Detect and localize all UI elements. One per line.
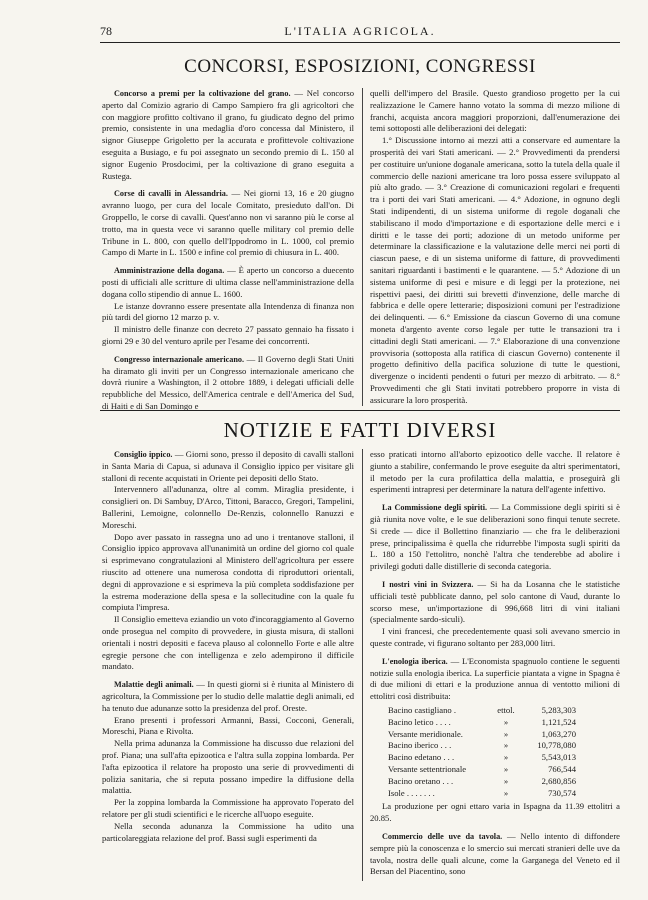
basin-name: Bacino castigliano .: [388, 704, 457, 715]
volume: 1,063,270: [541, 728, 576, 739]
column-divider: [362, 88, 363, 406]
paragraph: Le istanze dovranno essere presentate alla Intendenza di finanza non più tardi del giorno 12 marzo p. v.: [102, 300, 354, 323]
volume: 1,121,524: [541, 716, 576, 727]
paragraph: La produzione per ogni ettaro varia in Ispagna da 11.39 ettolitri a 20.85.: [370, 801, 620, 824]
column-2: [370, 88, 620, 407]
volume: 2,680,856: [541, 775, 576, 786]
item-lead: Consiglio ippico.: [114, 450, 173, 459]
unit: »: [503, 716, 509, 727]
volume: 730,574: [548, 787, 576, 798]
basin-name: Isole . . . . . . .: [388, 787, 435, 798]
basin-name: Versante meridionale.: [388, 728, 463, 739]
paragraph: Intervennero all'adunanza, oltre al comm. Miraglia presidente, i consiglieri on. Di Sambuy, D'Arco, Tittoni, Baracco, Gregori, Tampelini, Ballerini, Lemoigne, colonnello De-Renzis, colonnello Ranuzzi e Moreschi.: [102, 484, 354, 530]
item-lead: Concorso a premi per la coltivazione del grano.: [114, 89, 291, 98]
section-rule: [100, 410, 620, 411]
paragraph: Dopo aver passato in rassegna uno ad uno i trentanove stalloni, il Consiglio ippico approvava all'unanimità un ordine del giorno col quale si esprimevano congratulazioni al Ministero dell'agricoltura per essere riuscito ad ottenere una numerosa condotta di riproduttori orientali, degni di approvazione e si esprimeva la più completa soddisfazione per la estrema moderazione della spesa e la sollecitudine con la quale fu compiuta l'impresa.: [102, 531, 354, 613]
table-row: [388, 717, 576, 729]
wine-production-table: [388, 705, 576, 799]
column-3: [102, 449, 354, 844]
unit: »: [503, 763, 509, 774]
section-title-concorsi: CONCORSI, ESPOSIZIONI, CONGRESSI: [184, 56, 536, 77]
paragraph: 1.° Discussione intorno ai mezzi atti a conservare ed aumentare la prosperità dei vari Stati americani. — 2.° Provvedimenti da prendersi per costituire un'unione doganale americana, sotto la tutela della quale il commercio delle nazioni americane tra loro possa essere sviluppato al più alto grado. — 3.° Creazione di comunicazioni regolari e frequenti tra i porti dei vari Stati americani. — 4.° Adozione, in ognuno degli Stati indipendenti, di un sistema uniforme di regole doganali che stabiliscano il modo d'importazione e di esportazione delle merci e i diritti e le tasse dei porti; adozione di un metodo uniforme per determinare la classificazione e la valutazione delle merci nei porti di ciascun paese, e di un sistema uniforme di fatture, di provvedimenti sanitari riguardanti i bastimenti e le quarantene. — 5.° Adozione di un sistema uniforme di pesi e misure e di leggi per la protezione, nei rispettivi paesi, dei diritti sui brevetti d'invenzione, delle marche di fabbrica e delle opere letterarie; disposizioni comuni per l'estradizione dei delinquenti. — 6.° Emissione da ciascun Governo di una comune moneta d'argento avente corso legale per tutte le transazioni tra i cittadini degli Stati americani. — 7.° Elaborazione di una convenzione provvisoria (sottoposta alla ratifica di ciascun Governo) contenente il progetto definitivo della pacifica soluzione di tutte le questioni, divergenze o incidenti pendenti o futuri per mezzo di arbitrato. — 8.° Provvedimenti che gli Stati invitati potrebbero proporre in vista di assicurare la loro prosperità.: [370, 135, 620, 405]
table-row: [388, 740, 576, 752]
item-lead: Amministrazione della dogana.: [114, 266, 225, 276]
basin-name: Bacino oretano . . .: [388, 775, 454, 786]
unit: »: [503, 752, 509, 763]
column-1: [102, 88, 354, 413]
item-lead: La Commissione degli spiriti.: [382, 503, 488, 513]
volume: 10,778,080: [537, 740, 576, 751]
basin-name: Bacino iberico . . .: [388, 740, 452, 751]
item-text: — Giorni sono, presso il deposito di cavalli stalloni in Santa Maria di Capua, si adunava il Consiglio ippico per visitare gli stalloni di recente acquistati in Oriente pei depositi dello Stato.: [102, 449, 354, 483]
running-header: [100, 24, 620, 40]
item-text: — Nei giorni 13, 16 e 20 giugno avranno luogo, per cura del locale Comitato, presieduto dall'on. Di Groppello, le corse di cavalli. Quest'anno non vi saranno più le corse al trotto, ma in questa vece vi saranno quelle military col premio delle Tribune in L. 800, con quello dell'Ippodromo in L. 1000, col premio Campo di Marte in L. 1500 e infine col premio di chiusura in L. 400.: [102, 188, 354, 258]
volume: 766,544: [548, 763, 576, 774]
item-text: — In questi giorni si è riunita al Ministero di agricoltura, la Commissione per lo studio delle malattie degli animali, ed ha tenuto due adunanze sotto la presidenza del prof. Oreste.: [102, 679, 354, 713]
item-text: — La Commissione degli spiriti si è già riunita nove volte, e le sue deliberazioni sono finqui tenute secrete. Si crede — dice il Bollettino finanziario — che fra le deliberazioni prese, principalissima è quella che ridurrebbe l'imposta sugli spiriti da L. 180 a 150 l'ettolitro, nonchè l'altra che tenderebbe ad abolire i privilegi goduti dalle distillerie di seconda categoria.: [370, 502, 620, 572]
unit: »: [503, 728, 509, 739]
page-number: 78: [100, 24, 112, 38]
table-row: [388, 705, 576, 717]
volume: 5,543,013: [541, 752, 576, 763]
item-lead: Corse di cavalli in Alessandria.: [114, 189, 228, 199]
table-row: [388, 764, 576, 776]
paragraph: Nella prima adunanza la Commissione ha discusso due relazioni del prof. Piana; una sull'afta epizootica e l'altra sulla zoppina lombarda. Per l'afta epizootica il relatore ha proposto una serie di provvedimenti di polizia sanitaria, che si reputa possano impedire la diffusione della malattia.: [102, 738, 354, 796]
unit: »: [503, 740, 509, 751]
paragraph: Per la zoppina lombarda la Commissione ha approvato l'operato del relatore per gli studi scientifici e le ricerche all'uopo eseguite.: [102, 797, 354, 819]
unit: ettol.: [497, 704, 515, 715]
item-text: — È aperto un concorso a duecento posti di ufficiali alle scritture di ultima classe nell'amministrazione della dogana collo stipendio di annue L. 1600.: [102, 265, 354, 299]
item-lead: I nostri vini in Svizzera.: [382, 579, 474, 589]
item-text: — Il Governo degli Stati Uniti ha diramato gli inviti per un Congresso internazionale americano che dovrà riunire a Washington, il 2 ottobre 1889, i delegati ufficiali delle repubbliche del Messico, dell'America centrale e dell'America del Sud, di Haiti e di San Domingo e: [102, 353, 354, 411]
paragraph: Erano presenti i professori Armanni, Bassi, Cocconi, Generali, Moreschi, Piana e Rivolta.: [102, 714, 354, 737]
basin-name: Bacino letico . . . .: [388, 716, 451, 727]
item-lead: L'enologia iberica.: [382, 656, 448, 666]
item-text: — Nel concorso aperto dal Comizio agrario di Campo Sampiero fra gli agricoltori che con maggiore profitto coltivano il grano, fu giudicato degno del primo premio, consistente in una medaglia d'oro concessa dal Ministero, il signor Giuseppe Grigoletto per la accurata e profittevole coltivazione eseguita a Busiago, e fu poi assegnato un secondo premio di L. 150 al signor Eugenio Prosdocimi, per la coltivazione di grano eseguita a Rustega.: [102, 88, 354, 181]
unit: »: [503, 787, 509, 798]
item-text: — Nello intento di diffondere sempre più la conoscenza e lo smercio sui mercati stranieri delle uve da tavola, nostra delle quali alcune, come la Garganega del Veneto ed il Bersan del Piacentino, sono: [370, 830, 620, 877]
paragraph: I vini francesi, che precedentemente quasi soli avevano smercio in queste contrade, vi figurano soltanto per 283,000 litri.: [370, 626, 620, 648]
paragraph: quelli dell'impero del Brasile. Questo grandioso progetto per la cui realizzazione le Camere hanno votato la somma di mezzo milione di franchi, acquista ancora maggiori proporzioni, dall'enumerazione dei temi sottoposti alle deliberazioni dei delegati:: [370, 88, 620, 134]
basin-name: Bacino edetano . . .: [388, 752, 455, 763]
item-text: — Si ha da Losanna che le statistiche ufficiali testè pubblicate danno, pel solo cantone di Vaud, durante lo scorso mese, un'importazione di 996,668 litri di vini italiani (specialmente sardo-siculi).: [370, 578, 621, 625]
table-row: [388, 776, 576, 788]
volume: 5,283,303: [541, 704, 576, 715]
section-title-notizie: NOTIZIE E FATTI DIVERSI: [223, 418, 497, 442]
item-lead: Commercio delle uve da tavola.: [382, 831, 503, 841]
paragraph: Il ministro delle finanze con decreto 27 passato gennaio ha fissato i giorni 29 e 30 del venturo aprile per l'esame dei concorrenti.: [102, 324, 354, 346]
running-title: L'ITALIA AGRICOLA.: [284, 24, 436, 38]
item-text: — L'Economista spagnuolo contiene le seguenti notizie sulla enologia iberica. La superficie piantata a vigne in Spagna è di due milioni di ettari e la produzione annua di ventotto milioni di ettolitri così distribuita:: [370, 655, 620, 702]
column-4: [370, 449, 620, 878]
paragraph: Nella seconda adunanza la Commissione ha udito una particolareggiata relazione del prof. Bassi sugli esperimenti da: [102, 820, 354, 843]
column-divider: [362, 449, 363, 881]
unit: »: [503, 775, 509, 786]
paragraph: esso praticati intorno all'aborto epizootico delle vacche. Il relatore è giunto a stabilire, confermando le prove eseguite da altri sperimentatori, il metodo per la cura profilattica della malattia, e proseguirà gli esperimenti intrapresi per determinare la natura dell'agente infettivo.: [370, 449, 620, 495]
paragraph: Il Consiglio emetteva eziandio un voto d'incoraggiamento al Governo onde prosegua nel compito di provvedere, in giusta misura, di stalloni orientali i nostri depositi e faceva plauso al colonnello Forte e alle altre egregie persone che con intelligenza e zelo adempirono il difficile mandato.: [102, 614, 354, 672]
header-rule: [100, 42, 620, 43]
table-row: [388, 752, 576, 764]
table-row: [388, 729, 576, 741]
table-row: [388, 788, 576, 800]
item-lead: Congresso internazionale americano.: [114, 354, 245, 364]
item-lead: Malattie degli animali.: [114, 680, 194, 690]
basin-name: Versante settentrionale: [388, 763, 467, 774]
